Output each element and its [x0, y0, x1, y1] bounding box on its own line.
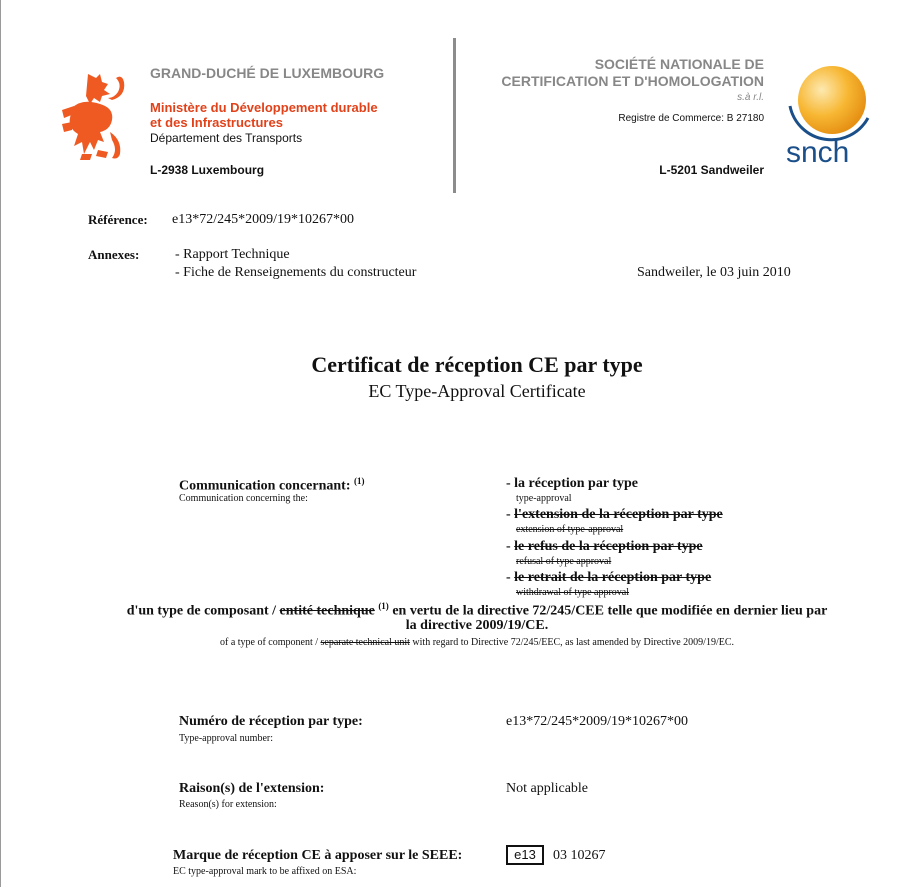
snch-logo-text: snch: [786, 136, 850, 169]
extension-reason-value: Not applicable: [506, 781, 589, 796]
component-statement-line2: la directive 2009/19/CE.: [405, 618, 549, 633]
mark-box: e13: [506, 845, 544, 865]
header-divider: [453, 38, 456, 193]
snch-logo: [786, 60, 870, 170]
place-date: Sandweiler, le 03 juin 2010: [637, 265, 791, 280]
mark-value: 03 10267: [553, 848, 606, 863]
page-title: Certificat de réception CE par type: [311, 352, 643, 377]
left-header-title: GRAND-DUCHÉ DE LUXEMBOURG: [150, 65, 385, 81]
approval-number-value: e13*72/245*2009/19*10267*00: [506, 714, 688, 729]
annexes-label: Annexes:: [88, 247, 140, 262]
right-header-title-line1: SOCIÉTÉ NATIONALE DE: [594, 56, 764, 72]
option-refusal-en: refusal of type approval: [516, 556, 612, 567]
registry: Registre de Commerce: B 27180: [618, 113, 764, 124]
option-withdrawal: - le retrait de la réception par type: [506, 570, 712, 585]
legal-form: s.à r.l.: [737, 92, 764, 103]
annex-item: - Fiche de Renseignements du constructeur: [175, 265, 417, 280]
ministry-line1: Ministère du Développement durable: [150, 100, 378, 115]
extension-reason-label: Raison(s) de l'extension:: [179, 781, 325, 796]
communication-label-en: Communication concerning the:: [179, 493, 308, 504]
approval-number-label: Numéro de réception par type:: [179, 714, 363, 729]
page-subtitle: EC Type-Approval Certificate: [368, 381, 586, 401]
mark-label-en: EC type-approval mark to be affixed on ESA:: [173, 866, 357, 877]
right-address: L-5201 Sandweiler: [659, 163, 764, 177]
component-statement: d'un type de composant / entité technique $^{(1)}$ en vertu de la directive 72/245/CEE telle que modifiée en dernier lieu par: [126, 601, 828, 619]
page-edge: [0, 0, 1, 887]
annex-item: - Rapport Technique: [175, 247, 290, 262]
communication-label: Communication concernant: $^{(1)}$: [179, 476, 365, 494]
option-type-approval: - la réception par type: [506, 476, 638, 491]
department: Département des Transports: [150, 131, 303, 145]
reference-label: Référence:: [88, 212, 148, 227]
ministry-line2: et des Infrastructures: [150, 115, 283, 130]
option-extension: - l'extension de la réception par type: [506, 507, 723, 522]
approval-number-label-en: Type-approval number:: [179, 733, 273, 744]
right-header-title-line2: CERTIFICATION ET D'HOMOLOGATION: [501, 73, 764, 89]
luxembourg-lion-emblem: [60, 70, 130, 162]
left-address: L-2938 Luxembourg: [150, 163, 265, 177]
option-extension-en: extension of type-approval: [516, 524, 624, 535]
option-withdrawal-en: withdrawal of type approval: [516, 587, 630, 598]
option-type-approval-en: type-approval: [516, 493, 572, 504]
extension-reason-label-en: Reason(s) for extension:: [179, 799, 277, 810]
component-statement-en: of a type of component / separate technical unit with regard to Directive 72/245/EEC, as last amended by Directive 2009/19/EC.: [219, 637, 735, 648]
mark-label: Marque de réception CE à apposer sur le SEEE:: [173, 848, 463, 863]
option-refusal: - le refus de la réception par type: [506, 539, 703, 554]
reference-value: e13*72/245*2009/19*10267*00: [172, 212, 354, 227]
